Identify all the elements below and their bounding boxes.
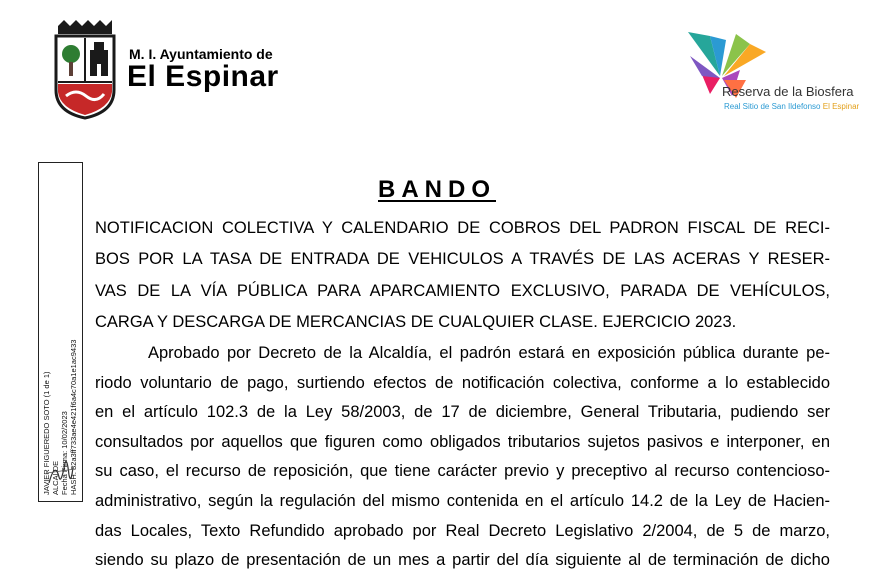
body-line: consultados por aquellos que figuren como obligados tributarios sujetos pasivos e interponer, en [95, 433, 830, 451]
body-line: VAS DE LA VÍA PÚBLICA PARA APARCAMIENTO EXCLUSIVO, PARADA DE VEHÍCULOS, [95, 282, 830, 300]
body-line: das Locales, Texto Refundido aprobado por Real Decreto Legislativo 2/2004, de 5 de marzo, [95, 522, 830, 540]
municipal-crest-logo [50, 20, 120, 120]
body-line: administrativo, según la regulación del mismo contenida en el artículo 14.2 de la Ley de Hacien- [95, 492, 830, 510]
body-line: siendo su plazo de presentación de un mes a partir del día siguiente al de terminación de dicho [95, 551, 830, 569]
body-line: su caso, el recurso de reposición, que tiene carácter previo y preceptivo al recurso contencioso- [95, 462, 830, 480]
body-line: en el artículo 102.3 de la Ley 58/2003, de 17 de diciembre, General Tributaria, pudiendo ser [95, 403, 830, 421]
org-name: El Espinar [127, 60, 279, 93]
document-title: BANDO [378, 176, 496, 203]
signature-line: HASH: 82a3ff733ae4e421f6a4c70a1e1ac9433 [69, 339, 78, 495]
signature-line: Fecha Firma: 10/02/2023 [60, 411, 69, 495]
org-name-small: M. I. Ayuntamiento de [129, 46, 273, 62]
biosphere-subtitle-b: El Espinar [822, 102, 860, 111]
body-line: NOTIFICACION COLECTIVA Y CALENDARIO DE COBROS DEL PADRON FISCAL DE RECI- [95, 219, 830, 237]
signature-line: JAVIER FIGUEREDO SOTO (1 de 1) [42, 371, 51, 495]
digital-signature-box [38, 162, 83, 502]
biosphere-subtitle-a: Real Sitio de San Ildefonso [724, 102, 821, 111]
handwritten-signature [45, 455, 77, 489]
biosphere-subtitle [724, 102, 859, 111]
body-line: BOS POR LA TASA DE ENTRADA DE VEHICULOS A TRAVÉS DE LAS ACERAS Y RESER- [95, 250, 830, 268]
biosphere-title: Reserva de la Biosfera [722, 84, 854, 99]
body-line: CARGA Y DESCARGA DE MERCANCIAS DE CUALQUIER CLASE. EJERCICIO 2023. [95, 313, 737, 331]
body-line: riodo voluntario de pago, surtiendo efectos de notificación colectiva, conforme a lo establecido [95, 374, 830, 392]
signature-line: ALCALDE [51, 460, 60, 495]
body-line: Aprobado por Decreto de la Alcaldía, el padrón estará en exposición pública durante pe- [148, 344, 830, 362]
